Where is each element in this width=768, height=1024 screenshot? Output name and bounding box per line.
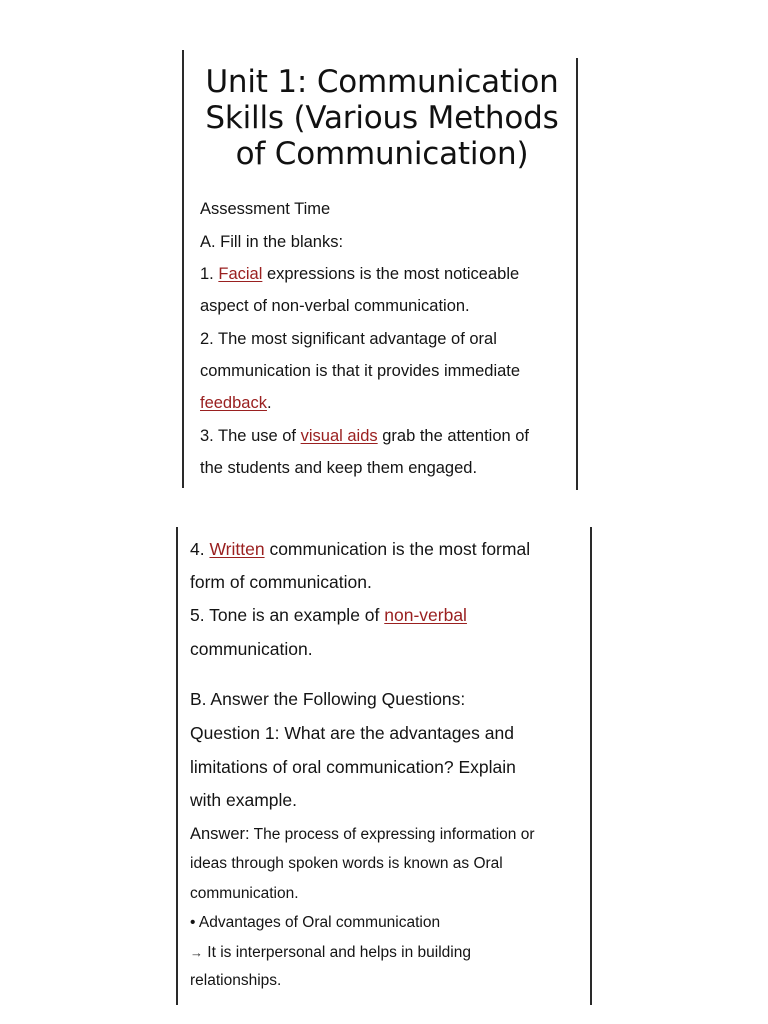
title-line-1: Unit 1: Communication	[205, 64, 559, 100]
advantage-point-1-continuation: relationships.	[190, 972, 282, 989]
section-a-heading: A. Fill in the blanks:	[200, 233, 344, 251]
question-1-line-2: limitations of oral communication? Explain	[190, 757, 516, 777]
fill-blank-2-line-3	[200, 393, 272, 413]
fill-blank-4	[190, 539, 530, 559]
worksheet-page-1	[182, 50, 578, 490]
page-right-border	[576, 58, 578, 490]
fill-blank-1-text: expressions is the most noticeable	[262, 265, 520, 283]
fill-blank-4-text: communication is the most formal	[264, 539, 531, 559]
fill-blank-4-answer: Written	[209, 539, 265, 559]
answer-line-1	[190, 824, 535, 845]
fill-blank-2-answer: feedback	[200, 394, 267, 412]
fill-blank-1-answer: Facial	[218, 265, 263, 283]
answer-label: Answer:	[190, 825, 250, 843]
question-1-line-3: with example.	[190, 790, 297, 810]
title-line-3: of Communication)	[235, 136, 529, 172]
page-right-border	[590, 527, 592, 1005]
right-arrow-icon: →	[190, 945, 203, 960]
fill-blank-3-post: grab the attention of	[377, 427, 530, 445]
advantage-point-1	[190, 943, 471, 963]
fill-blank-1-number: 1.	[200, 265, 219, 283]
fill-blank-2-line-1: 2. The most significant advantage of oral	[200, 330, 497, 348]
fill-blank-5-continuation: communication.	[190, 639, 313, 659]
fill-blank-4-continuation: form of communication.	[190, 572, 372, 592]
fill-blank-2-period: .	[266, 394, 272, 412]
fill-blank-1-continuation: aspect of non-verbal communication.	[200, 297, 470, 315]
advantages-heading: • Advantages of Oral communication	[190, 914, 441, 931]
fill-blank-4-number: 4.	[190, 539, 210, 559]
answer-line-2: ideas through spoken words is known as Oral	[190, 855, 503, 872]
fill-blank-5	[190, 605, 467, 625]
worksheet-page-2	[176, 527, 596, 1007]
fill-blank-2-line-2: communication is that it provides immediate	[200, 362, 521, 380]
fill-blank-1	[200, 264, 519, 284]
question-1-line-1: Question 1: What are the advantages and	[190, 723, 514, 743]
fill-blank-3	[200, 426, 529, 446]
page-title	[192, 64, 572, 172]
advantage-point-1-text: It is interpersonal and helps in building	[203, 944, 471, 961]
fill-blank-3-continuation: the students and keep them engaged.	[200, 459, 478, 477]
page-left-border	[176, 527, 178, 1005]
fill-blank-5-answer: non-verbal	[384, 605, 467, 625]
fill-blank-5-pre: 5. Tone is an example of	[190, 605, 385, 625]
fill-blank-3-answer: visual aids	[300, 427, 378, 445]
answer-text-1: The process of expressing information or	[249, 826, 535, 843]
section-b-heading: B. Answer the Following Questions:	[190, 689, 466, 709]
fill-blank-3-pre: 3. The use of	[200, 427, 301, 445]
assessment-heading: Assessment Time	[200, 200, 331, 218]
page-left-border	[182, 50, 184, 488]
answer-line-3: communication.	[190, 885, 299, 902]
title-line-2: Skills (Various Methods	[205, 100, 559, 136]
